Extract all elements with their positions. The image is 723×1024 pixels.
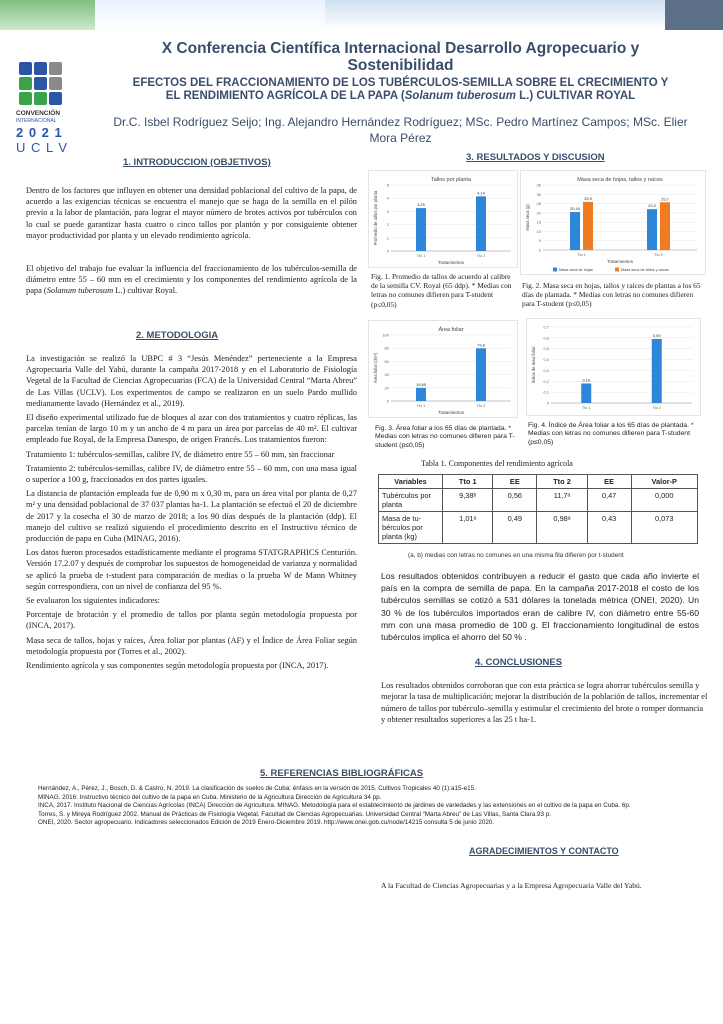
tick-label: 2	[386, 222, 389, 228]
data-label: 25,7	[661, 196, 669, 202]
tick-label: 100	[382, 332, 389, 338]
subtitle-species: Solanum tuberosum	[404, 90, 516, 102]
data-label: 3,25	[417, 202, 425, 208]
table-cell: 11,7ᵃ	[537, 489, 587, 512]
tick-label: 0,1	[543, 389, 549, 395]
category-label: Tto 2	[476, 254, 486, 258]
method-p8: Porcentaje de brotación y el promedio de tallos por planta según metodología propuesta por (INCA, 2017).	[26, 610, 357, 631]
tick-label: 0	[386, 248, 389, 254]
table-row	[379, 489, 698, 512]
conclusions-heading: 4. CONCLUSIONES	[475, 657, 563, 668]
chart-title: Masa seca de hojas, tallos y raíces	[577, 177, 663, 183]
legend-swatch	[615, 268, 619, 272]
tick-label: 0,4	[543, 357, 549, 363]
method-p4: Tratamiento 2: tubérculos-semillas, calibre IV, de diámetro entre 55 – 60 mm, con una masa igual o superior a 100 g, fraccionados en dos partes iguales.	[26, 463, 357, 485]
x-axis-label: Tratamientos	[437, 410, 465, 415]
category-label: Tto 1	[416, 254, 426, 258]
reference-item: MINAG. 2016: Instructivo técnico del cultivo de la papa en Cuba. Ministerio de la Agricultura Dirección de Agricultura 34 pp.	[38, 793, 382, 801]
chart-bar	[476, 348, 486, 401]
chart-bar	[581, 383, 591, 403]
logo-uclv: U C L V	[16, 140, 69, 155]
category-label: Tto 2	[654, 253, 663, 257]
table-cell: 0,47	[587, 489, 631, 512]
tick-label: 10	[536, 228, 541, 234]
x-axis-label: Tratamientos	[606, 259, 634, 264]
table-cell: 0,073	[631, 512, 698, 544]
tick-label: 20	[536, 210, 541, 216]
chart-bar	[660, 202, 670, 250]
table-cell: 0,49	[493, 512, 537, 544]
table-header: Variables	[379, 475, 443, 489]
discussion-text: Los resultados obtenidos contribuyen a reducir el gasto que cada año invierte el país en la compra de semilla de papa. En la campaña 2017-2018 el costo de los tubérculos semillas se cotizó a 531 dólares la tonelada métrica (ONEI, 2020). Un 30 % de los tubérculos importados eran de calibre IV, con diámetro entre 55-60 mm con una masa promedio de 100 g. El fraccionamiento longitudinal de estos tubérculos implica el ahorro del 50 % .	[381, 571, 699, 643]
logo-line2: INTERNACIONAL	[16, 118, 57, 124]
tick-label: 35	[536, 182, 541, 188]
chart-fig2	[520, 170, 706, 275]
chart-bar	[416, 208, 426, 251]
chart-bar	[652, 339, 662, 403]
table-header: EE	[493, 475, 537, 489]
tick-label: 0,6	[543, 335, 549, 341]
table-cell: 0,98ᵃ	[537, 512, 587, 544]
method-p7: Se evaluaron los siguientes indicadores:	[26, 596, 160, 606]
intro-heading: 1. INTRODUCCION (OBJETIVOS)	[123, 157, 271, 168]
conference-title: X Conferencia Científica Internacional Desarrollo Agropecuario y Sostenibilidad	[161, 40, 640, 74]
chart-bar	[416, 388, 426, 401]
tick-label: 15	[536, 219, 541, 225]
tick-label: 0,2	[543, 378, 549, 384]
chart-title: Área foliar	[438, 327, 464, 333]
method-p9: Masa seca de tallos, hojas y raíces, Área foliar por plantas (AF) y el Índice de Área Foliar según metodología propuesta por (Torres et al., 2002).	[26, 635, 357, 656]
table-cell: 0,000	[631, 489, 698, 512]
tick-label: 0,7	[543, 324, 549, 330]
convention-logo	[16, 62, 76, 162]
tick-label: 30	[536, 191, 541, 197]
tick-label: 40	[384, 372, 389, 378]
method-heading: 2. METODOLOGIA	[136, 330, 219, 341]
tick-label: 20	[384, 385, 389, 391]
category-label: Tto 2	[476, 404, 486, 408]
ack-heading: AGRADECIMIENTOS Y CONTACTO	[469, 846, 619, 856]
method-p2: El diseño experimental utilizado fue de bloques al azar con dos tratamientos y cuatro réplicas, las parcelas tenían de largo 10 m y un ancho de 4 m para un área por parcelas de 40 m². El cultivar empleado fue Royal, de la Empresa Danespo, de origen Francés. Los tratamientos fueron:	[26, 413, 357, 445]
data-label: 25,9	[584, 195, 592, 201]
data-label: 22,0	[648, 203, 656, 209]
data-label: 79,8	[477, 342, 485, 348]
method-p10: Rendimiento agrícola y sus componentes según metodología propuesta por (INCA, 2017).	[26, 661, 329, 671]
y-axis-label: Área foliar (dm²)	[373, 352, 378, 384]
fig4-caption: Fig. 4. Índice de Área foliar a los 65 días de plantada. * Medias con letras no comunes difieren para T-student (p≤0,05)	[528, 422, 694, 446]
tick-label: 5	[386, 182, 389, 188]
method-body	[26, 353, 357, 671]
tick-label: 3	[386, 208, 389, 214]
x-axis-label: Tratamientos	[437, 260, 465, 265]
chart-title: Tallos por planta	[430, 177, 472, 183]
y-axis-label: Promedio de tallos por planta	[373, 190, 378, 246]
poster-subtitle	[108, 77, 693, 103]
table-cell: Masa de tu-bérculos por planta (kg)	[379, 512, 443, 544]
table-cell: 0,56	[493, 489, 537, 512]
fig3-caption: Fig. 3. Área foliar a los 65 días de plantada. * Medias con letras no comunes difieren para T-student (p≤0,05)	[375, 425, 515, 449]
tick-label: 4	[386, 195, 389, 201]
table-cell: Tubérculos por planta	[379, 489, 443, 512]
reference-item: Hernández, A., Pérez, J., Bosch, D. & Castro, N. 2019. La clasificación de suelos de Cuba: énfasis en la versión de 2015. Cultivos Tropicales 40 (1):a15-e15.	[38, 785, 476, 792]
method-p1: La investigación se realizó la UBPC # 3 “Jesús Menéndez” perteneciente a la Empresa Agropecuaria Valle del Yabú, durante la campaña 2017-2018 y en el Laboratorio de Fisiología Vegetal de la Facultad de Ciencias Agropecuarias (FCA) de la Universidad Central “Marta Abreu” de Las Villas (UCLV). Los experimentos de campo se realizaron en un suelo Pardo mullido medianamente lavado (Hernández et al., 2019).	[26, 354, 357, 408]
table-note: (a, b) medias con letras no comunes en una misma fila difieren por t-student	[408, 552, 624, 559]
logo-year: 2 0 2 1	[16, 125, 63, 140]
reference-item: ONEI, 2020. Sector agropecuario. Indicadores seleccionados Edición de 2019 Enero-Diciembre 2019. http://www.onei.gob.cu/node/14215 consulta 5 de junio 2020.	[38, 819, 495, 827]
intro-paragraph-1: Dentro de los factores que influyen en obtener una densidad poblacional del cultivo de la papa, de acuerdo a las exigencias técnicas se encuentra el manejo que se haga de la semilla en el pilón previo a la labor de plantación, para lograr el mayor número de brotes activos por tubérculos con lo cual se puede garantizar hasta cuatro o cinco tallos por plantón y por consiguiente obtener mayor productividad por planta y un elevado rendimiento agrícola.	[26, 186, 357, 240]
data-label: 0,18	[582, 377, 591, 383]
top-banner	[0, 0, 723, 30]
table-cell: 9,38ᵇ	[443, 489, 493, 512]
table-title: Tabla 1. Componentes del rendimiento agrícola	[421, 459, 573, 468]
results-heading: 3. RESULTADOS Y DISCUSION	[466, 152, 605, 163]
tick-label: 1	[386, 235, 389, 241]
category-label: Tto 1	[581, 406, 591, 410]
method-p5: La distancia de plantación empleada fue de 0,90 m x 0,30 m, para un área vital por planta de 0,27 m² y una densidad poblacional de 37 037 plantas ha-1. La plantación se efectuó el 20 de diciembre de 2017 y la cosecha el 30 de marzo de 2018; a los 90 días después de la plantación (ddp). El manejo del cultivo se realizó siguiendo el procedimiento descrito en el Instructivo técnico de producción de papa en Cuba (MINAG, 2016).	[26, 489, 357, 544]
table-row	[379, 512, 698, 544]
fig1-caption: Fig. 1. Promedio de tallos de acuerdo al calibre de la semilla CV. Royal (65 ddp). * Medias con letras no comunes difieren para T-student (p≤0,05)	[371, 272, 512, 309]
category-label: Tto 2	[652, 406, 662, 410]
chart-fig3	[368, 320, 518, 418]
tick-label: 25	[536, 201, 541, 207]
reference-item: Torres, S. y Mireya Rodríguez 2002. Manual de Prácticas de Fisiología Vegetal. Facultad de Ciencias Agropecuarias. Universidad Central “Marta Abreu” de Las Villas, Santa Clara.93 p.	[38, 810, 551, 818]
table-header: Valor-P	[631, 475, 698, 489]
method-p3: Tratamiento 1: tubérculos-semillas, calibre IV, de diámetro entre 55 – 60 mm, sin fraccionar	[26, 449, 335, 459]
reference-item: INCA, 2017. Instituto Nacional de Ciencias Agrícolas (INCA) Dirección de Agricultura. MINAG. Metodología para el establecimiento de jardines de variedades y las extensiones en el cultivo de la papa en Cuba. 6p.	[38, 802, 631, 810]
tick-label: 0	[386, 398, 389, 404]
chart-bar	[647, 209, 657, 250]
table-cell: 1,01ᵃ	[443, 512, 493, 544]
subtitle-b: EL RENDIMIENTO AGRÍCOLA DE LA PAPA (	[165, 90, 405, 102]
chart-bar	[570, 212, 580, 250]
table-header: Tto 2	[537, 475, 587, 489]
method-p6: Los datos fueron procesados estadísticamente mediante el programa STATGRAPHICS Centurión. Versión 17.2.07 y después de comprobar los supuestos de homogeneidad de varianza y normalidad se aplicó la prueba de t-student para comparación de medias o la prueba W de Mann Whitney según correspondiera, con un nivel de confianza del 95 %.	[26, 548, 357, 591]
legend-swatch	[553, 268, 557, 272]
data-label: 0,59	[652, 332, 661, 338]
data-label: 4,14	[477, 190, 485, 196]
tick-label: 0,3	[543, 367, 549, 373]
references-list	[38, 785, 718, 828]
fig2-caption: Fig. 2. Masa seca en hojas, tallos y raíces de plantas a los 65 días de plantada. * Medias con letras no comunes difieren para T-student (p≤0,05)	[522, 281, 701, 309]
legend-label: Masa seca de tallos y raíces	[621, 268, 669, 272]
table-header-row	[379, 475, 698, 489]
logo-line1: CONVENCIÓN	[16, 110, 61, 117]
subtitle-d: L.) CULTIVAR ROYAL	[515, 90, 636, 102]
data-label: 19,85	[415, 381, 427, 387]
tick-label: 0	[546, 400, 549, 406]
chart-bar	[583, 202, 593, 250]
authors: Dr.C. Isbel Rodríguez Seijo; Ing. Alejandro Hernández Rodríguez; MSc. Pedro Martínez Campos; MSc. Elier Mora Pérez	[113, 115, 688, 145]
tick-label: 0,5	[543, 346, 549, 352]
tick-label: 0	[538, 247, 541, 253]
tick-label: 5	[538, 238, 541, 244]
intro-paragraph-2: El objetivo del trabajo fue evaluar la influencia del fraccionamiento de los tubérculos-semilla de diámetro entre 55 – 60 mm en el crecimiento y los componentes del rendimiento agrícola de la papa (Solanum tuberosum L.) cultivar Royal.	[26, 264, 357, 296]
yield-components-table	[378, 474, 698, 544]
table-header: Tto 1	[443, 475, 493, 489]
chart-fig4	[526, 318, 701, 416]
y-axis-label: Masa seca (g)	[525, 204, 530, 231]
legend-label: Masa seca de hojas	[559, 268, 593, 272]
chart-bar	[476, 196, 486, 251]
tick-label: 80	[384, 345, 389, 351]
tick-label: 60	[384, 358, 389, 364]
references-heading: 5. REFERENCIAS BIBLIOGRÁFICAS	[260, 768, 424, 779]
category-label: Tto 1	[577, 253, 586, 257]
y-axis-label: Índice de área foliar	[531, 346, 536, 384]
table-header: EE	[587, 475, 631, 489]
data-label: 20,44	[569, 206, 581, 212]
conclusions-text: Los resultados obtenidos corroboran que con esta práctica se logra ahorrar tubérculos semilla y mejorar la tasa de multiplicación; mejorar la distribución de la población de tallos, incrementar el número de tallos por tubérculo–semilla y estimular el crecimiento del brote o romper dormancia y obtener resultados superiores a las 25 t ha-1.	[381, 681, 708, 725]
category-label: Tto 1	[416, 404, 426, 408]
ack-text: A la Facultad de Ciencias Agropecuarias y a la Empresa Agropecuaria Valle del Yabú.	[381, 881, 642, 890]
chart-fig1	[368, 170, 518, 268]
table-cell: 0,43	[587, 512, 631, 544]
subtitle-a: EFECTOS DEL FRACCIONAMIENTO DE LOS TUBÉRCULOS-SEMILLA SOBRE EL CRECIMIENTO Y	[132, 77, 669, 89]
